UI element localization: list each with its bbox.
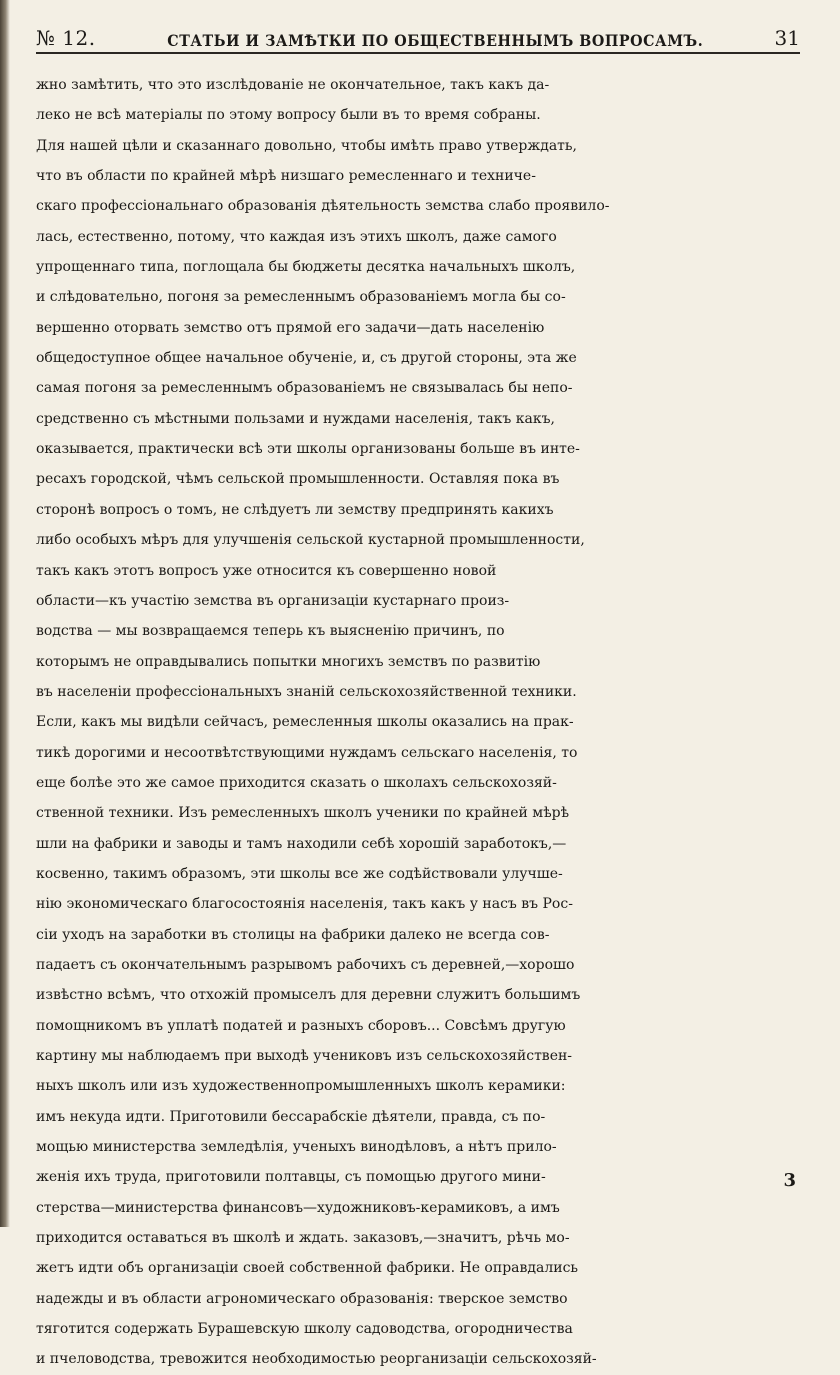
text-line: стерства—министерства финансовъ—художниковъ-керамиковъ, а имъ bbox=[36, 1199, 560, 1216]
text-line: нію экономическаго благосостоянія населенія, такъ какъ у насъ въ Рос- bbox=[36, 896, 573, 913]
text-line: оказывается, практически всѣ эти школы организованы больше въ инте- bbox=[36, 441, 580, 458]
header-rule bbox=[36, 52, 800, 54]
text-line: общедоступное общее начальное обученіе, и, съ другой стороны, эта же bbox=[36, 350, 577, 367]
text-line: ственной техники. Изъ ремесленныхъ школъ ученики по крайней мѣрѣ bbox=[36, 805, 570, 822]
text-line: шли на фабрики и заводы и тамъ находили себѣ хорошій заработокъ,— bbox=[36, 835, 567, 852]
text-line: извѣстно всѣмъ, что отхожій промыселъ для деревни служитъ большимъ bbox=[36, 987, 581, 1004]
text-line: Для нашей цѣли и сказаннаго довольно, чтобы имѣть право утверждать, bbox=[36, 137, 578, 154]
text-line: что въ области по крайней мѣрѣ низшаго ремесленнаго и техниче- bbox=[36, 168, 536, 185]
page-number: 31 bbox=[774, 26, 800, 50]
text-line: ресахъ городской, чѣмъ сельской промышленности. Оставляя пока въ bbox=[36, 471, 560, 488]
text-line: женія ихъ труда, приготовили полтавцы, съ помощью другого мини- bbox=[36, 1169, 546, 1186]
text-line: приходится оставаться въ школѣ и ждать. заказовъ,—значитъ, рѣчь мо- bbox=[36, 1230, 570, 1247]
text-line: картину мы наблюдаемъ при выходѣ учениковъ изъ сельскохозяйствен- bbox=[36, 1048, 573, 1064]
text-line: и слѣдовательно, погоня за ремесленнымъ образованіемъ могла бы со- bbox=[36, 289, 566, 306]
text-line: и пчеловодства, тревожится необходимостью реорганизаціи сельскохозяй- bbox=[36, 1351, 597, 1368]
text-line: падаетъ съ окончательнымъ разрывомъ рабочихъ съ деревней,—хорошо bbox=[36, 956, 575, 973]
text-line: скаго профессіональнаго образованія дѣятельность земства слабо проявило- bbox=[36, 198, 610, 215]
text-line: имъ некуда идти. Приготовили бессарабскіе дѣятели, правда, съ по- bbox=[36, 1108, 546, 1125]
text-line: сторонѣ вопросъ о томъ, не слѣдуетъ ли земству предпринять какихъ bbox=[36, 501, 554, 518]
text-line: лась, естественно, потому, что каждая изъ этихъ школъ, даже самого bbox=[36, 228, 557, 245]
running-title: СТАТЬИ И ЗАМѢТКИ ПО ОБЩЕСТВЕННЫМЪ ВОПРОСАМЪ. bbox=[167, 31, 704, 50]
text-line: либо особыхъ мѣръ для улучшенія сельской кустарной промышленности, bbox=[36, 532, 585, 549]
issue-number: № 12. bbox=[36, 26, 96, 50]
text-line: упрощеннаго типа, поглощала бы бюджеты десятка начальныхъ школъ, bbox=[36, 259, 576, 276]
text-line: Если, какъ мы видѣли сейчасъ, ремесленныя школы оказались на прак- bbox=[36, 714, 574, 731]
text-line: самая погоня за ремесленнымъ образованіемъ не связывалась бы непо- bbox=[36, 380, 573, 397]
text-line: въ населеніи профессіональныхъ знаній сельскохозяйственной техники. bbox=[36, 683, 577, 700]
text-line: водства — мы возвращаемся теперь къ выясненію причинъ, по bbox=[36, 623, 505, 640]
signature-mark: 3 bbox=[783, 1170, 796, 1191]
text-line: области—къ участію земства въ организаціи кустарнаго произ- bbox=[36, 592, 510, 609]
text-line: еще болѣе это же самое приходится сказать о школахъ сельскохозяй- bbox=[36, 774, 557, 791]
text-line: тикѣ дорогими и несоотвѣтствующими нуждамъ сельскаго населенія, то bbox=[36, 744, 578, 761]
body-text bbox=[36, 70, 804, 1375]
text-line: жно замѣтить, что это изслѣдованіе не окончательное, такъ какъ да- bbox=[36, 77, 550, 93]
text-line: средственно съ мѣстными пользами и нуждами населенія, такъ какъ, bbox=[36, 410, 555, 427]
text-line: вершенно оторвать земство отъ прямой его задачи—дать населенію bbox=[36, 319, 545, 336]
text-line: сіи уходъ на заработки въ столицы на фабрики далеко не всегда сов- bbox=[36, 926, 550, 943]
text-line: тяготится содержать Бурашевскую школу садоводства, огородничества bbox=[36, 1321, 573, 1338]
text-line: такъ какъ этотъ вопросъ уже относится къ совершенно новой bbox=[36, 562, 497, 579]
text-line: которымъ не оправдывались попытки многихъ земствъ по развитію bbox=[36, 653, 541, 670]
text-line: надежды и въ области агрономическаго образованія: тверское земство bbox=[36, 1290, 568, 1307]
text-line: ныхъ школъ или изъ художественнопромышленныхъ школъ керамики: bbox=[36, 1078, 566, 1095]
text-line: косвенно, такимъ образомъ, эти школы все же содѣйствовали улучше- bbox=[36, 865, 563, 882]
text-line: помощникомъ въ уплатѣ податей и разныхъ сборовъ... Совсѣмъ другую bbox=[36, 1017, 566, 1034]
text-line: леко не всѣ матеріалы по этому вопросу были въ то время собраны. bbox=[36, 107, 541, 124]
binding-shadow bbox=[0, 0, 10, 1227]
text-line: мощью министерства земледѣлія, ученыхъ винодѣловъ, а нѣтъ прило- bbox=[36, 1139, 557, 1156]
text-line: жетъ идти объ организаціи своей собственной фабрики. Не оправдались bbox=[36, 1260, 579, 1277]
running-header bbox=[36, 16, 800, 50]
